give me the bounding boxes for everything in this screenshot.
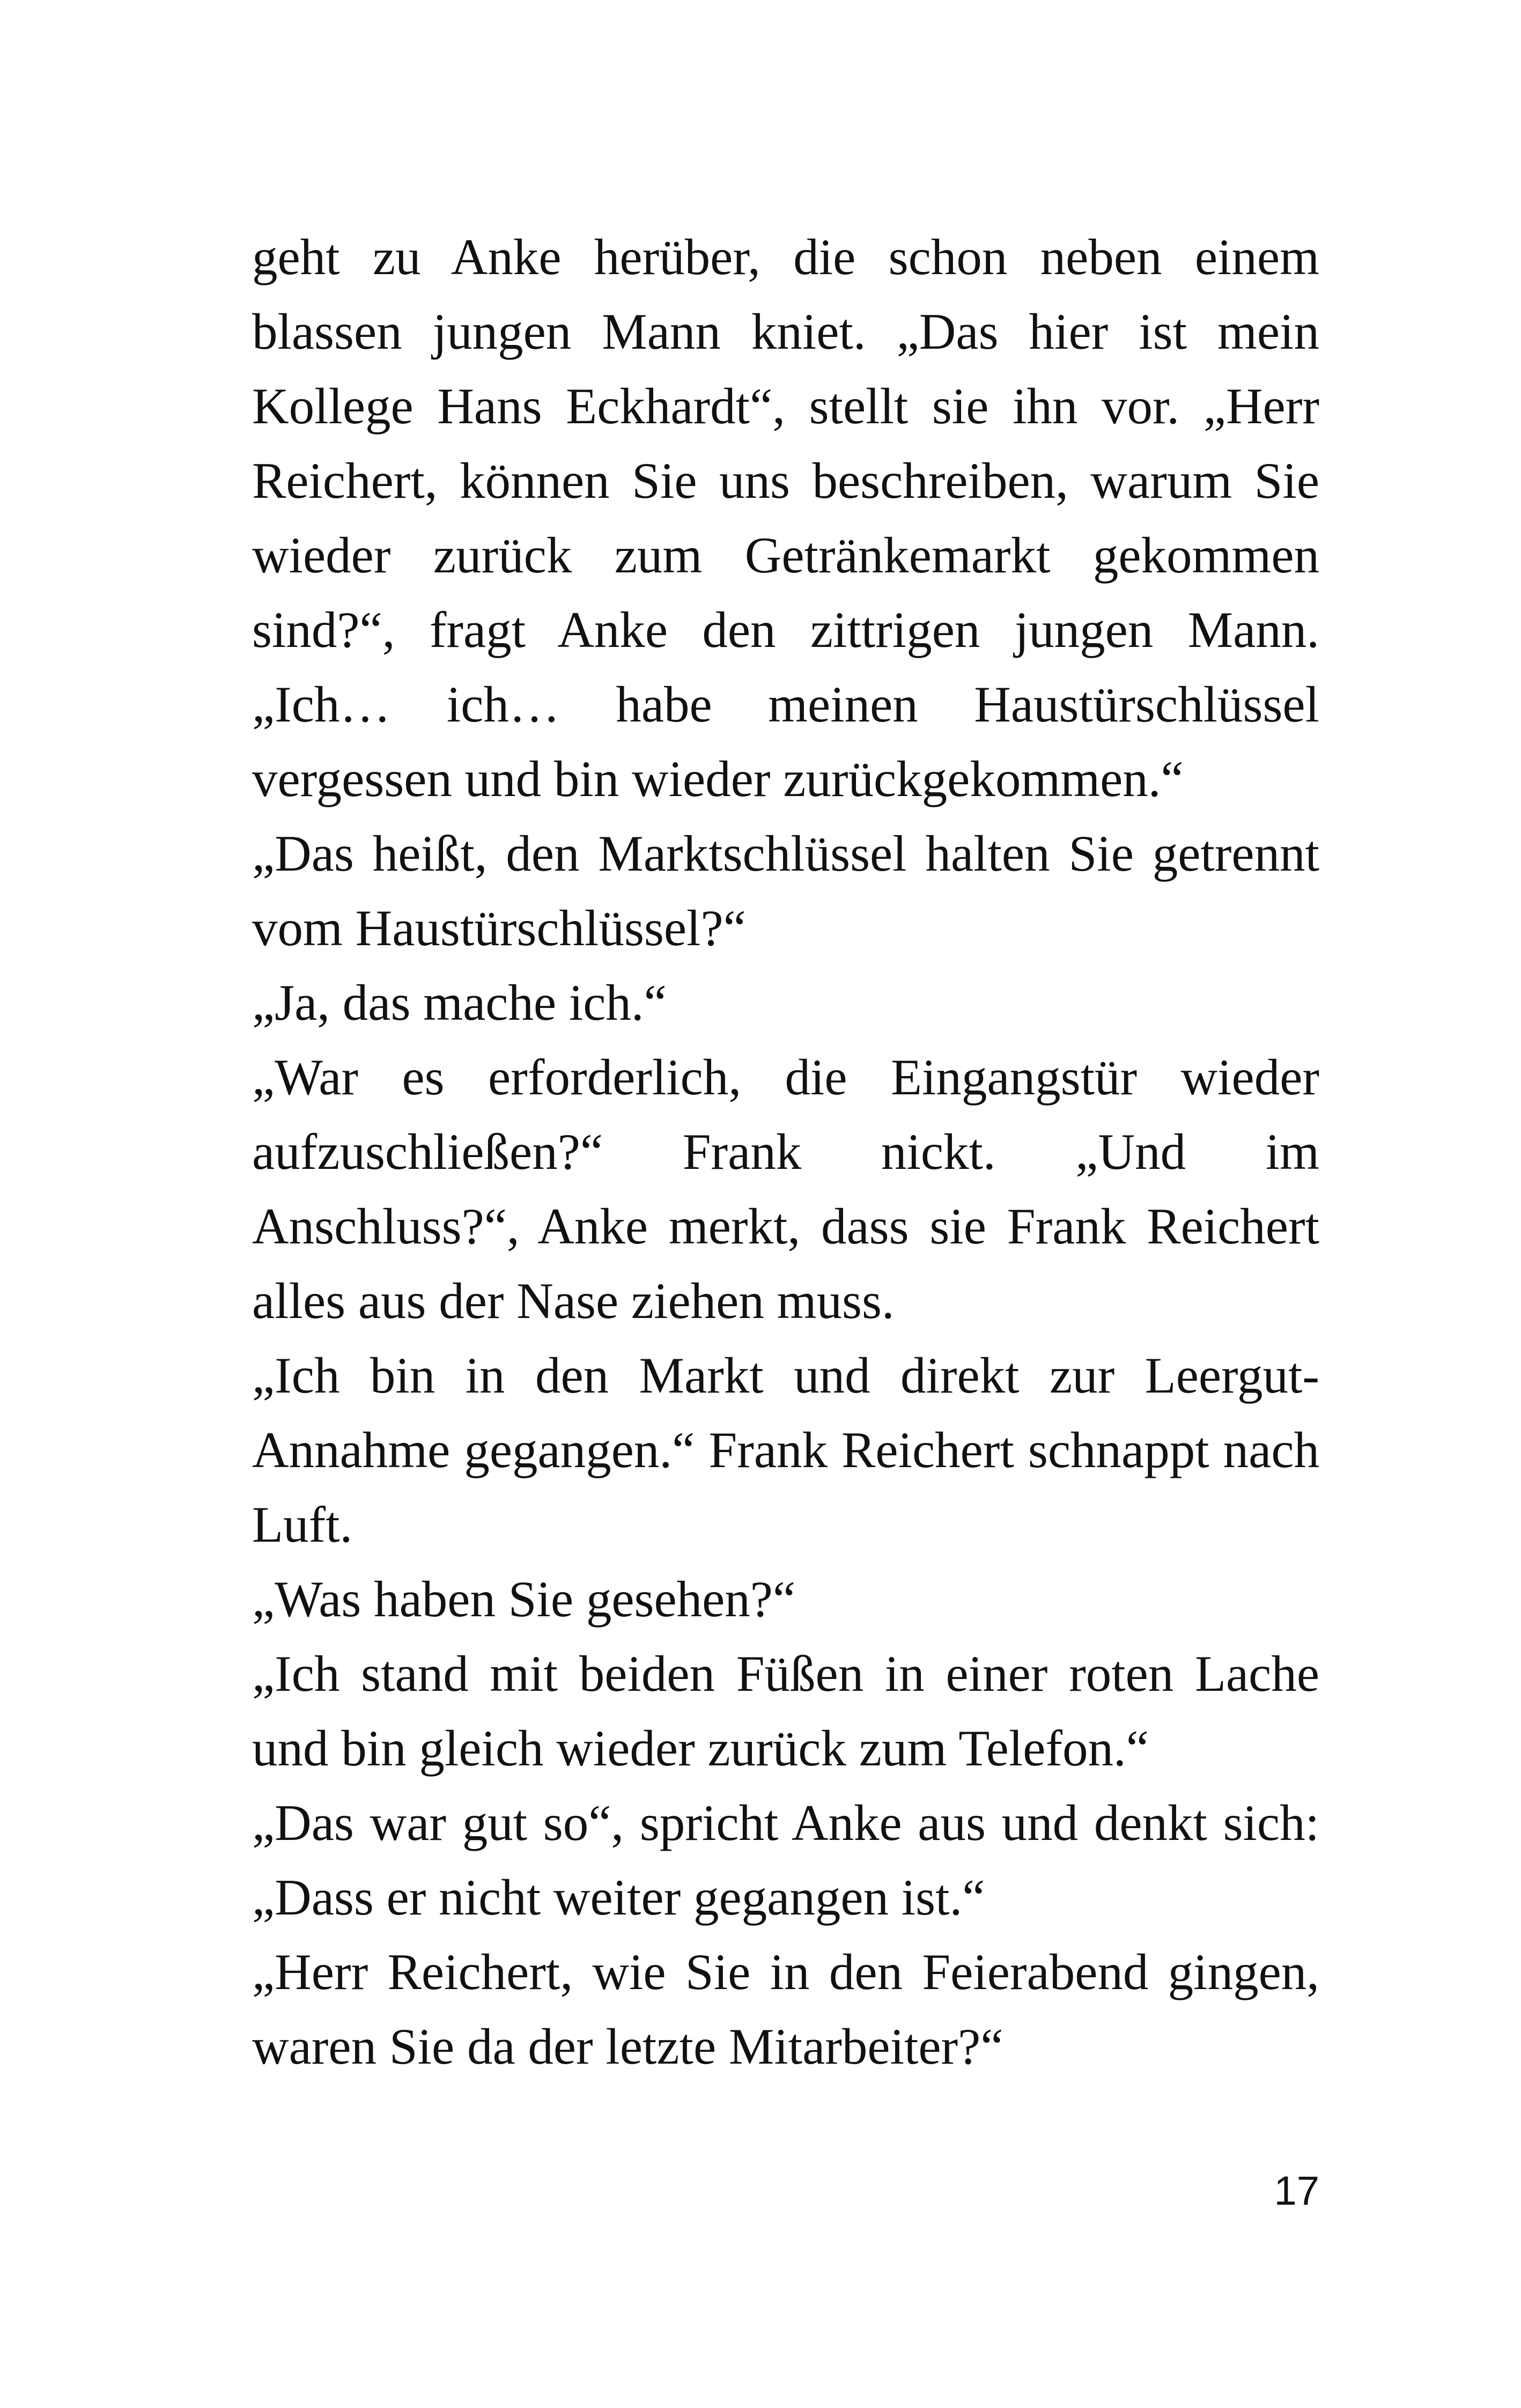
paragraph-8: „Das war gut so“, spricht Anke aus und denkt sich: „Dass er nicht weiter gegangen ist.“ [252, 1794, 1319, 1926]
paragraph-7: „Ich stand mit beiden Füßen in einer roten Lache und bin gleich wieder zurück zum Telefon.“ [252, 1645, 1319, 1777]
paragraph-9: „Herr Reichert, wie Sie in den Feierabend gingen, waren Sie da der letzte Mitarbeiter?“ [252, 1943, 1319, 2075]
page-number: 17 [1274, 2168, 1319, 2214]
paragraph-3: „Ja, das mache ich.“ [252, 974, 667, 1031]
paragraph-1: geht zu Anke herüber, die schon neben einem blassen jungen Mann kniet. „Das hier ist mein Kollege Hans Eckhardt“, stellt sie ihn vor. „Herr Reichert, können Sie uns beschreiben, warum Sie wieder zurück zum Getränkemarkt gekommen sind?“, fragt Anke den zittrigen jungen Mann. „Ich… ich… habe meinen Haustürschlüssel vergessen und bin wieder zurückgekommen.“ [252, 229, 1319, 807]
paragraph-4: „War es erforderlich, die Eingangstür wieder aufzuschließen?“ Frank nickt. „Und im Anschluss?“, Anke merkt, dass sie Frank Reichert alles aus der Nase ziehen muss. [252, 1049, 1319, 1329]
body-text [252, 220, 1319, 2084]
paragraph-6: „Was haben Sie gesehen?“ [252, 1571, 796, 1628]
paragraph-2: „Das heißt, den Marktschlüssel halten Sie getrennt vom Haustürschlüssel?“ [252, 825, 1319, 956]
paragraph-5: „Ich bin in den Markt und direkt zur Leergut-Annahme gegangen.“ Frank Reichert schnappt nach Luft. [252, 1347, 1319, 1553]
